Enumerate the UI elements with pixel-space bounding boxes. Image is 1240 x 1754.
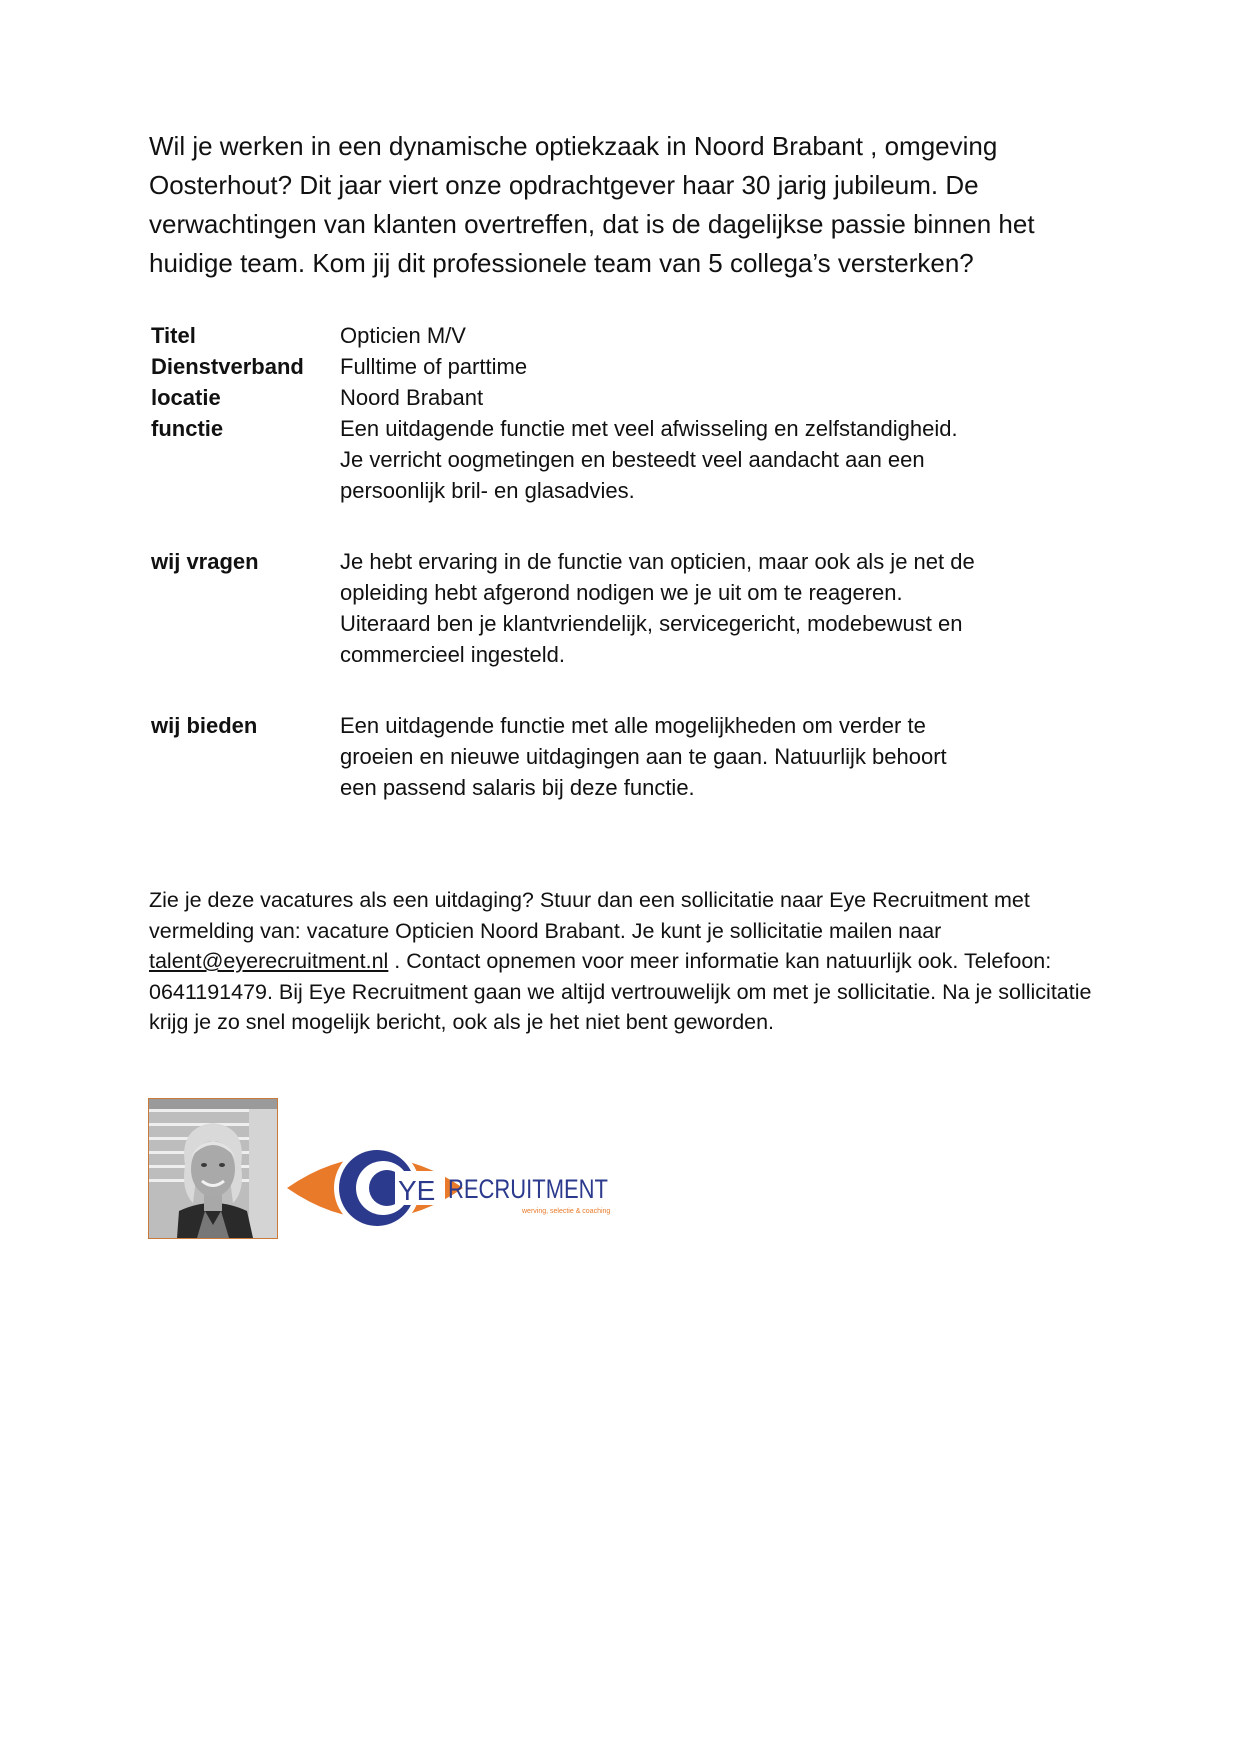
recruiter-photo — [148, 1098, 278, 1239]
detail-row-wij-vragen — [151, 546, 1051, 670]
detail-value: Fulltime of parttime — [340, 354, 528, 379]
detail-row-dienstverband — [151, 351, 1051, 382]
detail-label: functie — [151, 416, 224, 441]
logo-tagline: werving, selectie & coaching — [522, 1208, 611, 1215]
email-link[interactable]: talent@eyerecruitment.nl — [149, 949, 389, 973]
detail-label: Titel — [151, 323, 196, 348]
closing-text-continued: . Contact opnemen voor meer informatie kan natuurlijk ook. Telefoon: 0641191479. Bij Eye Recruitment gaan we altijd vertrouwelijk om met je sollicitatie. Na je sollicitatie krijg je zo snel mogelijk bericht, ook als je het niet bent geworden. — [149, 949, 1092, 1034]
detail-value: Je hebt ervaring in de functie van opticien, maar ook als je net de opleiding hebt afgerond nodigen we je uit om te reageren. Uiteraard ben je klantvriendelijk, servicegericht, modebewust en commercieel ingesteld. — [340, 549, 975, 667]
intro-paragraph: Wil je werken in een dynamische optiekzaak in Noord Brabant , omgeving Oosterhout? Dit jaar viert onze opdrachtgever haar 30 jarig jubileum. De verwachtingen van klanten overtreffen, dat is de dagelijkse passie binnen het huidige team. Kom jij dit professionele team van 5 collega’s versterken? — [149, 131, 1035, 278]
detail-label: wij bieden — [151, 713, 258, 738]
detail-label: wij vragen — [151, 549, 259, 574]
detail-label: Dienstverband — [151, 354, 304, 379]
detail-row-wij-bieden — [151, 710, 1051, 803]
detail-row-functie — [151, 413, 1051, 506]
detail-value: Een uitdagende functie met alle mogelijkheden om verder te groeien en nieuwe uitdagingen aan te gaan. Natuurlijk behoort een passend salaris bij deze functie. — [340, 713, 947, 800]
detail-row-titel — [151, 320, 1051, 351]
detail-value: Opticien M/V — [340, 323, 466, 348]
logo-letters: YE — [398, 1175, 436, 1206]
detail-value: Een uitdagende functie met veel afwisseling en zelfstandigheid. Je verricht oogmetingen en besteedt veel aandacht aan een persoonlijk bril- en glasadvies. — [340, 416, 958, 503]
detail-value: Noord Brabant — [340, 385, 484, 410]
eye-recruitment-logo — [285, 1135, 625, 1240]
detail-label: locatie — [151, 385, 221, 410]
closing-text: Zie je deze vacatures als een uitdaging? Stuur dan een sollicitatie naar Eye Recruitment met vermelding van: vacature Opticien Noord Brabant. Je kunt je sollicitatie mailen naar — [149, 888, 1030, 943]
closing-paragraph — [149, 885, 1109, 1038]
job-details — [151, 320, 1051, 803]
logo-word: RECRUITMENT — [448, 1174, 608, 1204]
detail-row-locatie — [151, 382, 1051, 413]
